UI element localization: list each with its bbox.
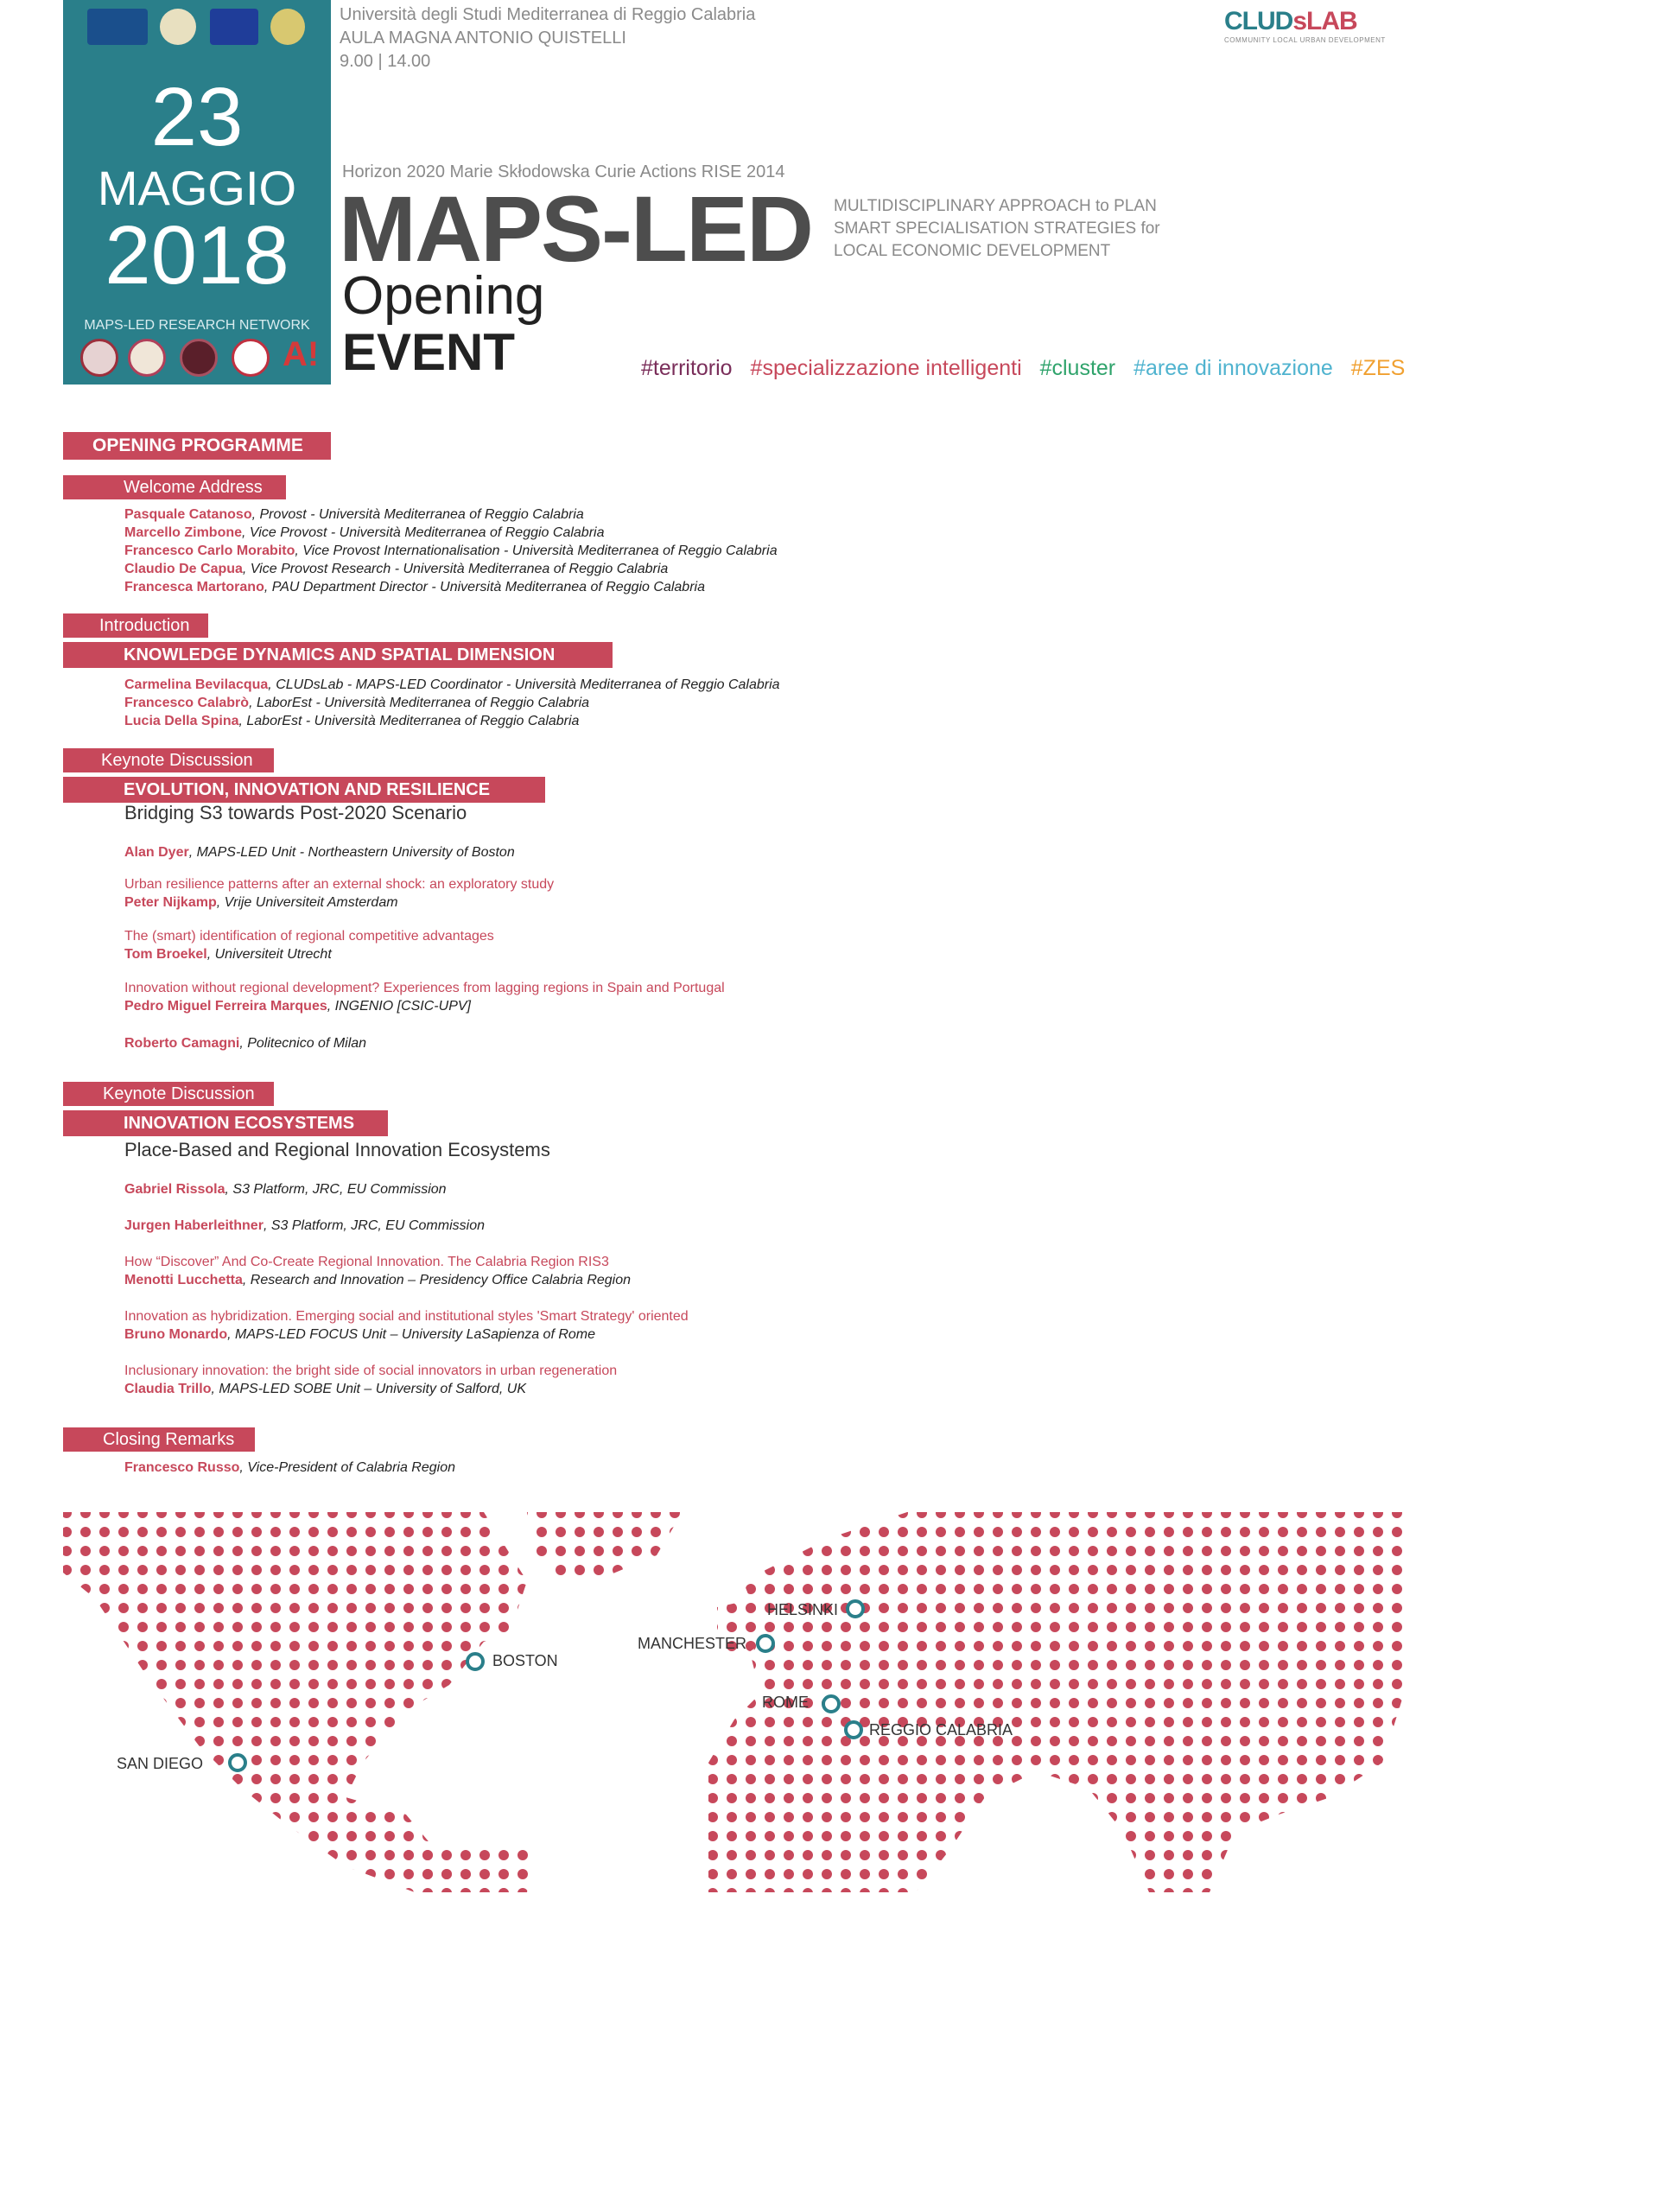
speaker: Carmelina Bevilacqua, CLUDsLab - MAPS-LED Coordinator - Università Mediterranea of Reggio Calabria — [124, 677, 780, 692]
speaker: Gabriel Rissola, S3 Platform, JRC, EU Commission — [124, 1182, 447, 1197]
talk-title: Innovation as hybridization. Emerging social and institutional styles 'Smart Strategy' oriented — [124, 1309, 689, 1324]
city-marker-rome — [823, 1696, 839, 1712]
speaker: Menotti Lucchetta, Research and Innovation – Presidency Office Calabria Region — [124, 1273, 632, 1287]
tagline-line: MULTIDISCIPLINARY APPROACH to PLAN — [834, 197, 1157, 215]
speaker: Tom Broekel, Universiteit Utrecht — [124, 947, 332, 962]
speaker: Francesco Calabrò, LaborEst - Università Mediterranea of Reggio Calabria — [124, 696, 590, 710]
speaker: Marcello Zimbone, Vice Provost - Università Mediterranea of Reggio Calabria — [124, 525, 605, 540]
cludlab-logo-sub: COMMUNITY LOCAL URBAN DEVELOPMENT — [1224, 36, 1386, 44]
speaker: Claudia Trillo, MAPS-LED SOBE Unit – University of Salford, UK — [124, 1382, 527, 1396]
city-label-reggio-calabria: REGGIO CALABRIA — [869, 1721, 1013, 1738]
network-logo-4 — [232, 339, 270, 377]
cludlab-logo-text: CLUD — [1224, 7, 1293, 35]
hashtags — [641, 356, 1417, 381]
speaker: Bruno Monardo, MAPS-LED FOCUS Unit – University LaSapienza of Rome — [124, 1327, 596, 1342]
keynote-label: Keynote Discussion — [63, 1082, 274, 1106]
closing-label: Closing Remarks — [63, 1427, 255, 1452]
speaker: Francesca Martorano, PAU Department Director - Università Mediterranea of Reggio Calabria — [124, 580, 705, 594]
university-name: Università degli Studi Mediterranea di Reggio Calabria — [340, 5, 756, 24]
speaker: Alan Dyer, MAPS-LED Unit - Northeastern University of Boston — [124, 845, 515, 860]
event-title: MAPS-LED — [339, 176, 812, 281]
city-marker-boston — [467, 1654, 483, 1669]
talk-title: Innovation without regional development? Experiences from lagging regions in Spain and Portugal — [124, 981, 725, 995]
speaker: Claudio De Capua, Vice Provost Research - Università Mediterranea of Reggio Calabria — [124, 562, 669, 576]
north-america-shape — [63, 1512, 527, 1892]
hashtag: #specializzazione intelligenti — [750, 356, 1022, 380]
hashtag: #aree di innovazione — [1133, 356, 1333, 380]
date-month: MAGGIO — [97, 161, 297, 215]
world-map — [0, 1503, 1670, 1901]
city-marker-manchester — [758, 1636, 773, 1651]
speaker: Jurgen Haberleithner, S3 Platform, JRC, EU Commission — [124, 1218, 485, 1233]
network-logo-2 — [128, 339, 166, 377]
keynote-title: INNOVATION ECOSYSTEMS — [63, 1110, 388, 1136]
network-logo-3 — [180, 339, 218, 377]
eurasia-shape — [708, 1512, 1404, 1892]
talk-title: Urban resilience patterns after an external shock: an exploratory study — [124, 877, 555, 892]
city-marker-reggio-calabria — [846, 1722, 861, 1738]
cludlab-logo-accent: sLAB — [1292, 7, 1357, 35]
tagline-line: LOCAL ECONOMIC DEVELOPMENT — [834, 242, 1111, 260]
cludlab-logo — [1224, 7, 1397, 44]
city-marker-san-diego — [230, 1755, 245, 1770]
network-logo-1 — [80, 339, 118, 377]
keynote-label: Keynote Discussion — [63, 748, 274, 772]
keynote-subtitle: Bridging S3 towards Post-2020 Scenario — [124, 802, 467, 823]
city-label-san-diego: SAN DIEGO — [117, 1755, 204, 1772]
network-label: MAPS-LED RESEARCH NETWORK — [84, 318, 310, 333]
city-label-helsinki: HELSINKI — [767, 1601, 839, 1618]
speaker: Roberto Camagni, Politecnico of Milan — [124, 1036, 367, 1051]
logo-university-seal — [160, 9, 196, 45]
date-panel — [63, 0, 331, 385]
tagline — [834, 195, 1197, 263]
region-seal — [270, 9, 305, 45]
keynote-subtitle: Place-Based and Regional Innovation Ecosystems — [124, 1139, 550, 1160]
tagline-line: SMART SPECIALISATION STRATEGIES for — [834, 219, 1160, 238]
city-label-rome: ROME — [762, 1694, 809, 1711]
programme-line: Horizon 2020 Marie Skłodowska Curie Actions RISE 2014 — [342, 162, 785, 181]
speaker: Pasquale Catanoso, Provost - Università Mediterranea of Reggio Calabria — [124, 507, 584, 522]
logo-1 — [87, 9, 148, 45]
speaker: Pedro Miguel Ferreira Marques, INGENIO [CSIC-UPV] — [124, 999, 471, 1014]
welcome-label: Welcome Address — [63, 475, 286, 499]
date-year: 2018 — [105, 209, 289, 302]
speaker: Lucia Della Spina, LaborEst - Università Mediterranea of Reggio Calabria — [124, 714, 580, 728]
hashtag: #ZES — [1350, 356, 1406, 380]
event-label: EVENT — [342, 323, 516, 381]
city-label-boston: BOSTON — [492, 1652, 558, 1669]
venue-name: AULA MAGNA ANTONIO QUISTELLI — [340, 29, 626, 48]
talk-title: The (smart) identification of regional competitive advantages — [124, 929, 494, 944]
city-label-manchester: MANCHESTER — [638, 1635, 747, 1652]
introduction-title: KNOWLEDGE DYNAMICS AND SPATIAL DIMENSION — [63, 642, 613, 668]
network-logo-a: A! — [283, 335, 320, 373]
hashtag: #territorio — [641, 356, 733, 380]
greenland-shape — [527, 1512, 683, 1581]
programme-heading: OPENING PROGRAMME — [63, 432, 331, 460]
talk-title: How “Discover” And Co-Create Regional Innovation. The Calabria Region RIS3 — [124, 1255, 609, 1269]
city-marker-helsinki — [848, 1601, 863, 1617]
speaker: Francesco Russo, Vice-President of Calabria Region — [124, 1460, 456, 1475]
date-day: 23 — [150, 71, 244, 163]
speaker: Francesco Carlo Morabito, Vice Provost Internationalisation - Università Mediterranea of Reggio Calabria — [124, 543, 778, 558]
keynote-title: EVOLUTION, INNOVATION AND RESILIENCE — [63, 777, 545, 803]
introduction-label: Introduction — [63, 613, 208, 638]
event-time: 9.00 | 14.00 — [340, 52, 431, 71]
speaker: Peter Nijkamp, Vrije Universiteit Amsterdam — [124, 895, 398, 910]
hashtag: #cluster — [1039, 356, 1116, 380]
talk-title: Inclusionary innovation: the bright side of social innovators in urban regeneration — [124, 1363, 618, 1378]
opening-label: Opening — [342, 266, 545, 326]
eu-flag-icon — [210, 9, 258, 45]
